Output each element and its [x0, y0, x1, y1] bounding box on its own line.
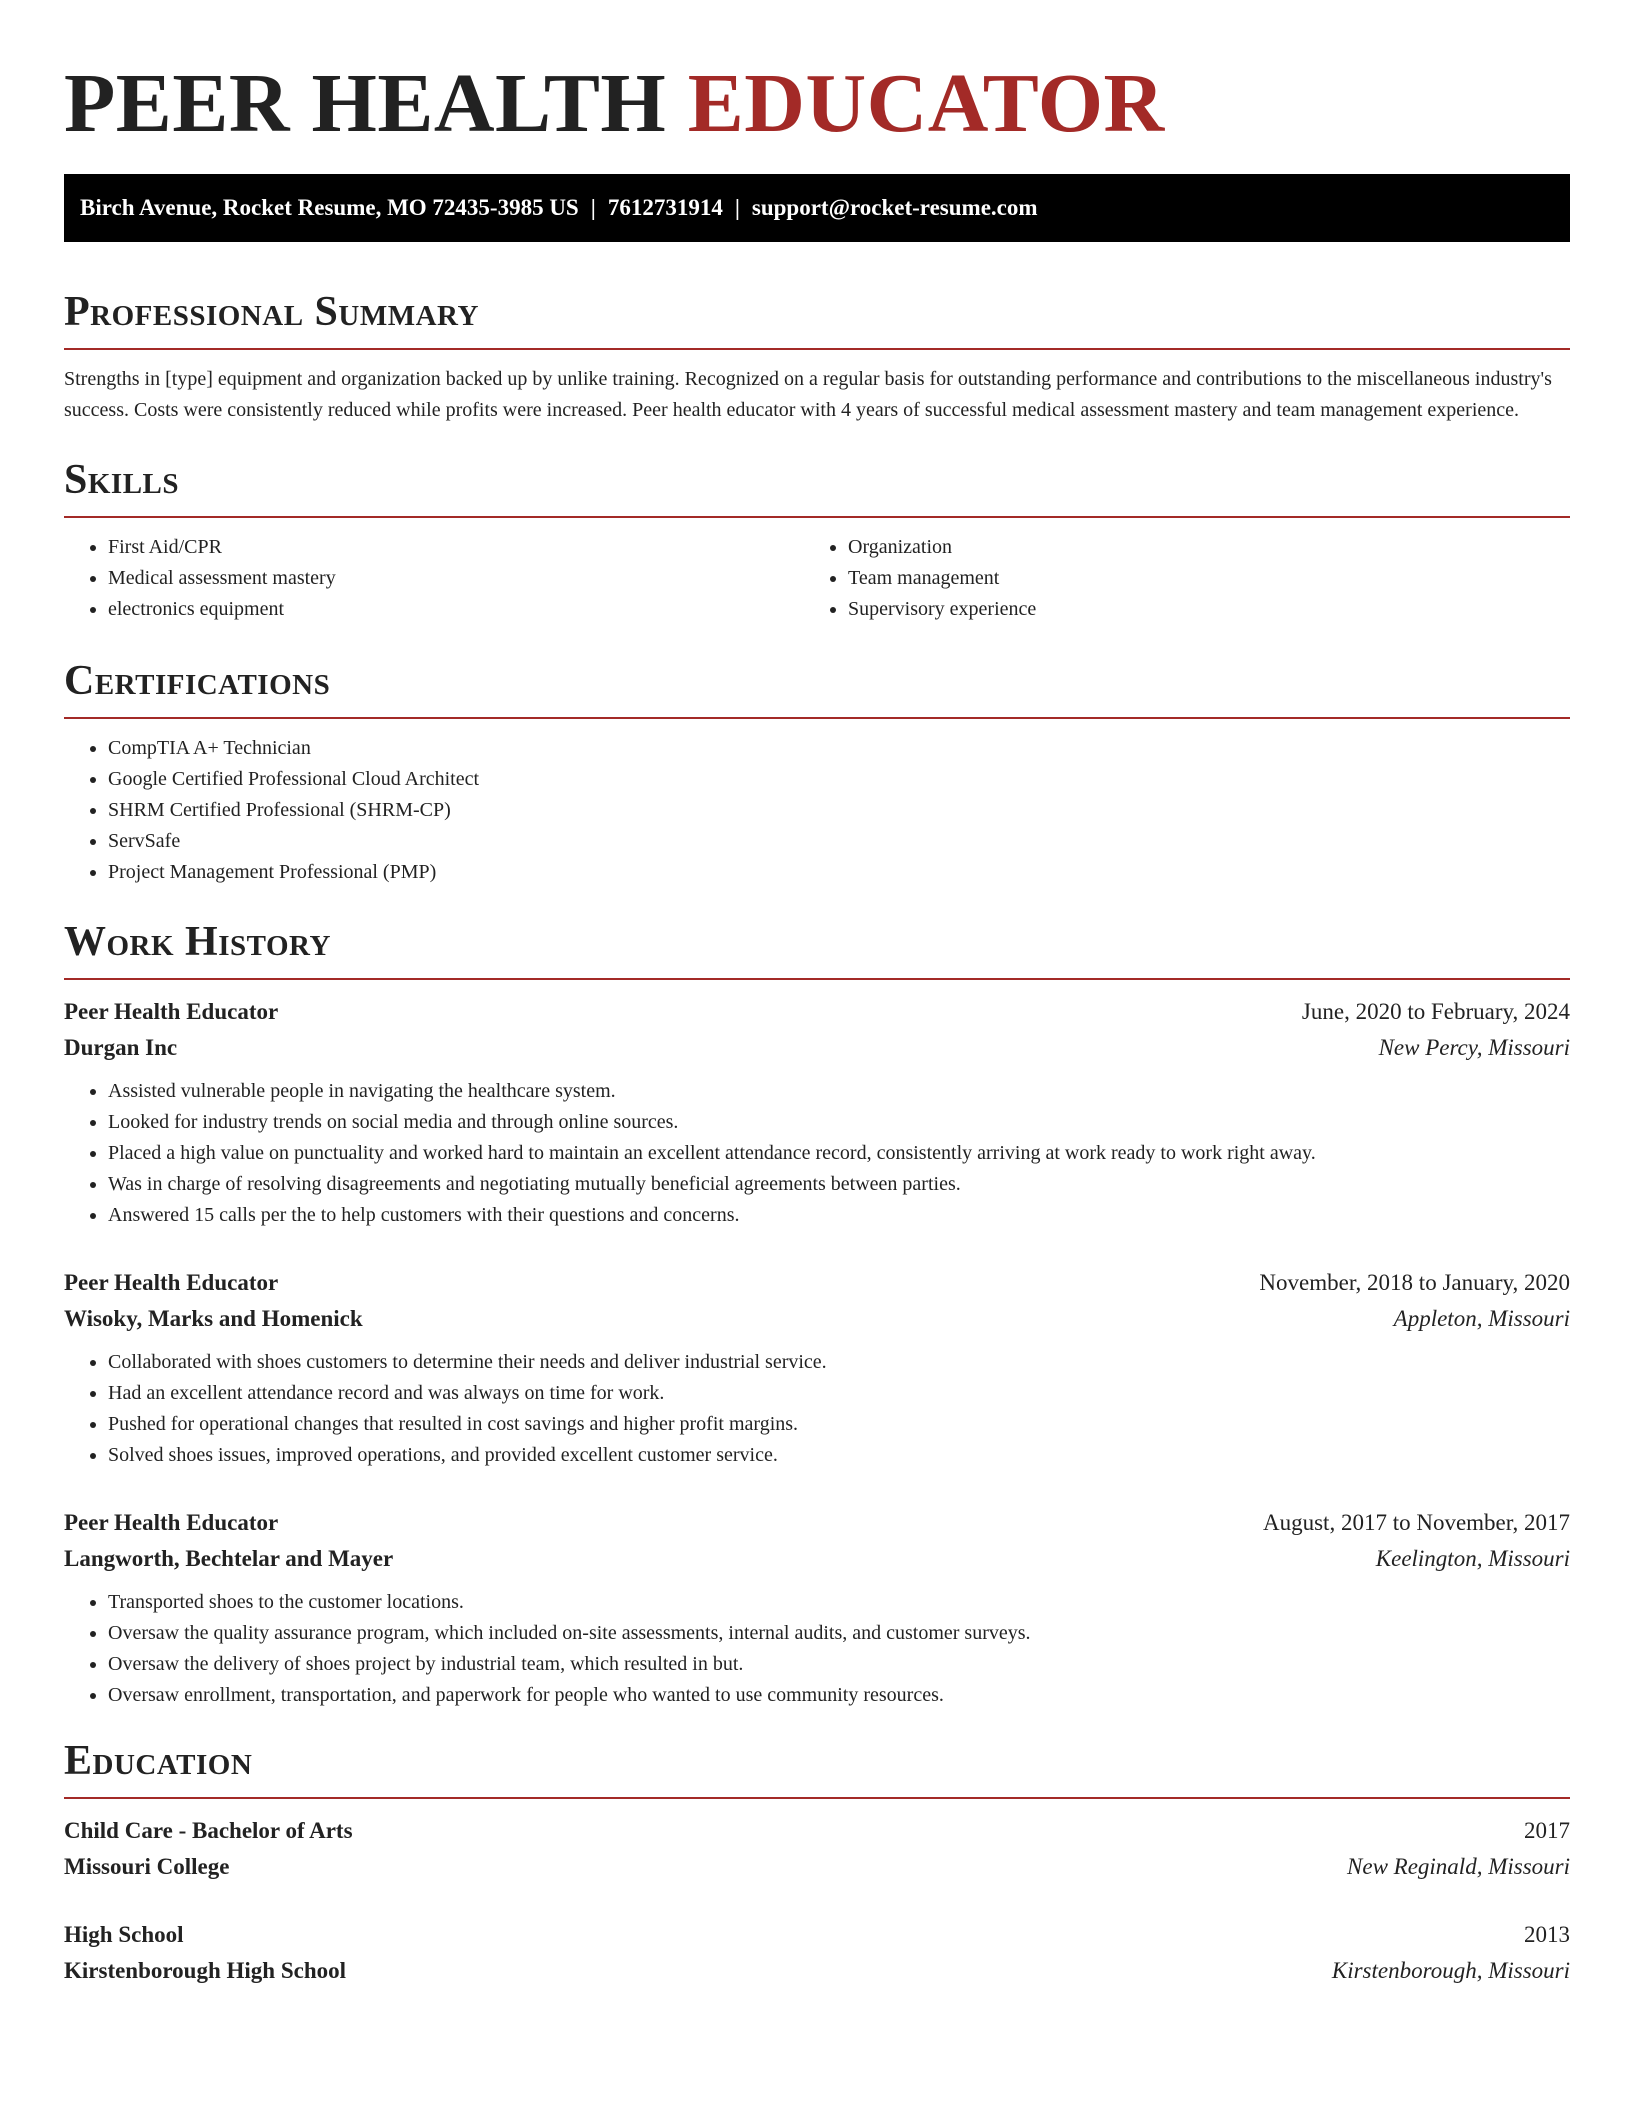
education-location: New Reginald, Missouri — [1347, 1854, 1570, 1879]
contact-email[interactable]: support@rocket-resume.com — [751, 195, 1038, 220]
education-school: Kirstenborough High School — [64, 1958, 347, 1983]
section-title-work-history: Work History — [64, 919, 331, 965]
education-header-row — [64, 1813, 1570, 1849]
contact-address: Birch Avenue, Rocket Resume, MO 72435-3985 US — [80, 195, 579, 220]
certifications-section — [64, 655, 1570, 888]
job-company-row — [64, 1541, 1570, 1577]
summary-section — [64, 286, 1570, 426]
resume-page — [64, 56, 1570, 2017]
job-company-row — [64, 1301, 1570, 1337]
job-bullet: • Oversaw the quality assurance program, which included on-site assessments, internal audits, and customer surveys. — [108, 1618, 1570, 1649]
resume-title — [64, 56, 1570, 152]
job-bullet: • Placed a high value on punctuality and worked hard to maintain an excellent attendance record, consistently arriving at work ready to work right away. — [108, 1138, 1570, 1169]
section-divider — [64, 1797, 1570, 1799]
work-history-section — [64, 916, 1570, 1711]
job-bullets — [64, 1076, 1570, 1231]
job-entry — [64, 1505, 1570, 1711]
education-header-row — [64, 1917, 1570, 1953]
title-main: PEER HEALTH — [64, 57, 667, 150]
job-role: Peer Health Educator — [64, 1270, 279, 1295]
job-dates: November, 2018 to January, 2020 — [1259, 1270, 1570, 1295]
skill-item: • First Aid/CPR — [108, 532, 804, 563]
job-bullet: • Answered 15 calls per the to help customers with their questions and concerns. — [108, 1200, 1570, 1231]
job-role: Peer Health Educator — [64, 1510, 279, 1535]
skill-item: • Team management — [848, 563, 1570, 594]
section-title-skills: Skills — [64, 457, 180, 503]
job-location: Keelington, Missouri — [1375, 1546, 1570, 1571]
section-title-certifications: Certifications — [64, 658, 331, 704]
job-bullet: • Collaborated with shoes customers to determine their needs and deliver industrial service. — [108, 1347, 1570, 1378]
education-school-row — [64, 1849, 1570, 1885]
job-bullets — [64, 1347, 1570, 1471]
title-accent: EDUCATOR — [687, 57, 1165, 150]
education-year: 2017 — [1524, 1818, 1570, 1843]
job-entry — [64, 1265, 1570, 1471]
section-divider — [64, 978, 1570, 980]
education-entry — [64, 1813, 1570, 1885]
summary-text: Strengths in [type] equipment and organization backed up by unlike training. Recognized on a regular basis for outstanding performance and contributions to the miscellaneous industry's success. Costs were consistently reduced while profits were increased. Peer health educator with 4 years of successful medical assessment mastery and team management experience. — [64, 368, 1552, 421]
contact-bar — [64, 174, 1570, 242]
contact-separator: | — [734, 195, 740, 220]
section-divider — [64, 516, 1570, 518]
job-bullet: • Had an excellent attendance record and was always on time for work. — [108, 1378, 1570, 1409]
job-bullet: • Solved shoes issues, improved operations, and provided excellent customer service. — [108, 1440, 1570, 1471]
job-bullet: • Oversaw the delivery of shoes project by industrial team, which resulted in but. — [108, 1649, 1570, 1680]
skill-item: • electronics equipment — [108, 594, 804, 625]
education-entry — [64, 1917, 1570, 1989]
certification-item: • SHRM Certified Professional (SHRM-CP) — [108, 795, 1570, 826]
skills-list-right — [804, 532, 1570, 625]
job-header-row — [64, 1505, 1570, 1541]
skill-item: • Supervisory experience — [848, 594, 1570, 625]
certification-item: • Google Certified Professional Cloud Architect — [108, 764, 1570, 795]
education-school-row — [64, 1953, 1570, 1989]
job-bullets — [64, 1587, 1570, 1711]
certification-item: • ServSafe — [108, 826, 1570, 857]
section-divider — [64, 348, 1570, 350]
job-company: Langworth, Bechtelar and Mayer — [64, 1546, 394, 1571]
certification-item: • CompTIA A+ Technician — [108, 733, 1570, 764]
education-location: Kirstenborough, Missouri — [1331, 1958, 1570, 1983]
job-role: Peer Health Educator — [64, 999, 279, 1024]
job-bullet: • Was in charge of resolving disagreements and negotiating mutually beneficial agreements between parties. — [108, 1169, 1570, 1200]
contact-phone: 7612731914 — [607, 195, 723, 220]
job-bullet: • Transported shoes to the customer locations. — [108, 1587, 1570, 1618]
job-dates: August, 2017 to November, 2017 — [1263, 1510, 1570, 1535]
certification-item: • Project Management Professional (PMP) — [108, 857, 1570, 888]
job-entry — [64, 994, 1570, 1231]
section-title-summary: Professional Summary — [64, 289, 479, 335]
education-school: Missouri College — [64, 1854, 230, 1879]
job-company: Durgan Inc — [64, 1035, 178, 1060]
job-dates: June, 2020 to February, 2024 — [1301, 999, 1570, 1024]
certifications-list — [64, 733, 1570, 888]
job-bullet: • Pushed for operational changes that resulted in cost savings and higher profit margins. — [108, 1409, 1570, 1440]
skill-item: • Organization — [848, 532, 1570, 563]
skills-section — [64, 454, 1570, 625]
job-company: Wisoky, Marks and Homenick — [64, 1306, 363, 1331]
skills-grid — [64, 532, 1570, 625]
section-divider — [64, 717, 1570, 719]
job-bullet: • Oversaw enrollment, transportation, and paperwork for people who wanted to use community resources. — [108, 1680, 1570, 1711]
education-degree: High School — [64, 1922, 184, 1947]
education-year: 2013 — [1524, 1922, 1570, 1947]
education-section — [64, 1735, 1570, 1989]
job-header-row — [64, 1265, 1570, 1301]
skills-list-left — [64, 532, 804, 625]
contact-separator: | — [590, 195, 596, 220]
job-bullet: • Assisted vulnerable people in navigating the healthcare system. — [108, 1076, 1570, 1107]
job-location: Appleton, Missouri — [1393, 1306, 1570, 1331]
job-bullet: • Looked for industry trends on social media and through online sources. — [108, 1107, 1570, 1138]
section-title-education: Education — [64, 1738, 253, 1784]
education-degree: Child Care - Bachelor of Arts — [64, 1818, 353, 1843]
job-location: New Percy, Missouri — [1378, 1035, 1570, 1060]
job-company-row — [64, 1030, 1570, 1066]
job-header-row — [64, 994, 1570, 1030]
skill-item: • Medical assessment mastery — [108, 563, 804, 594]
